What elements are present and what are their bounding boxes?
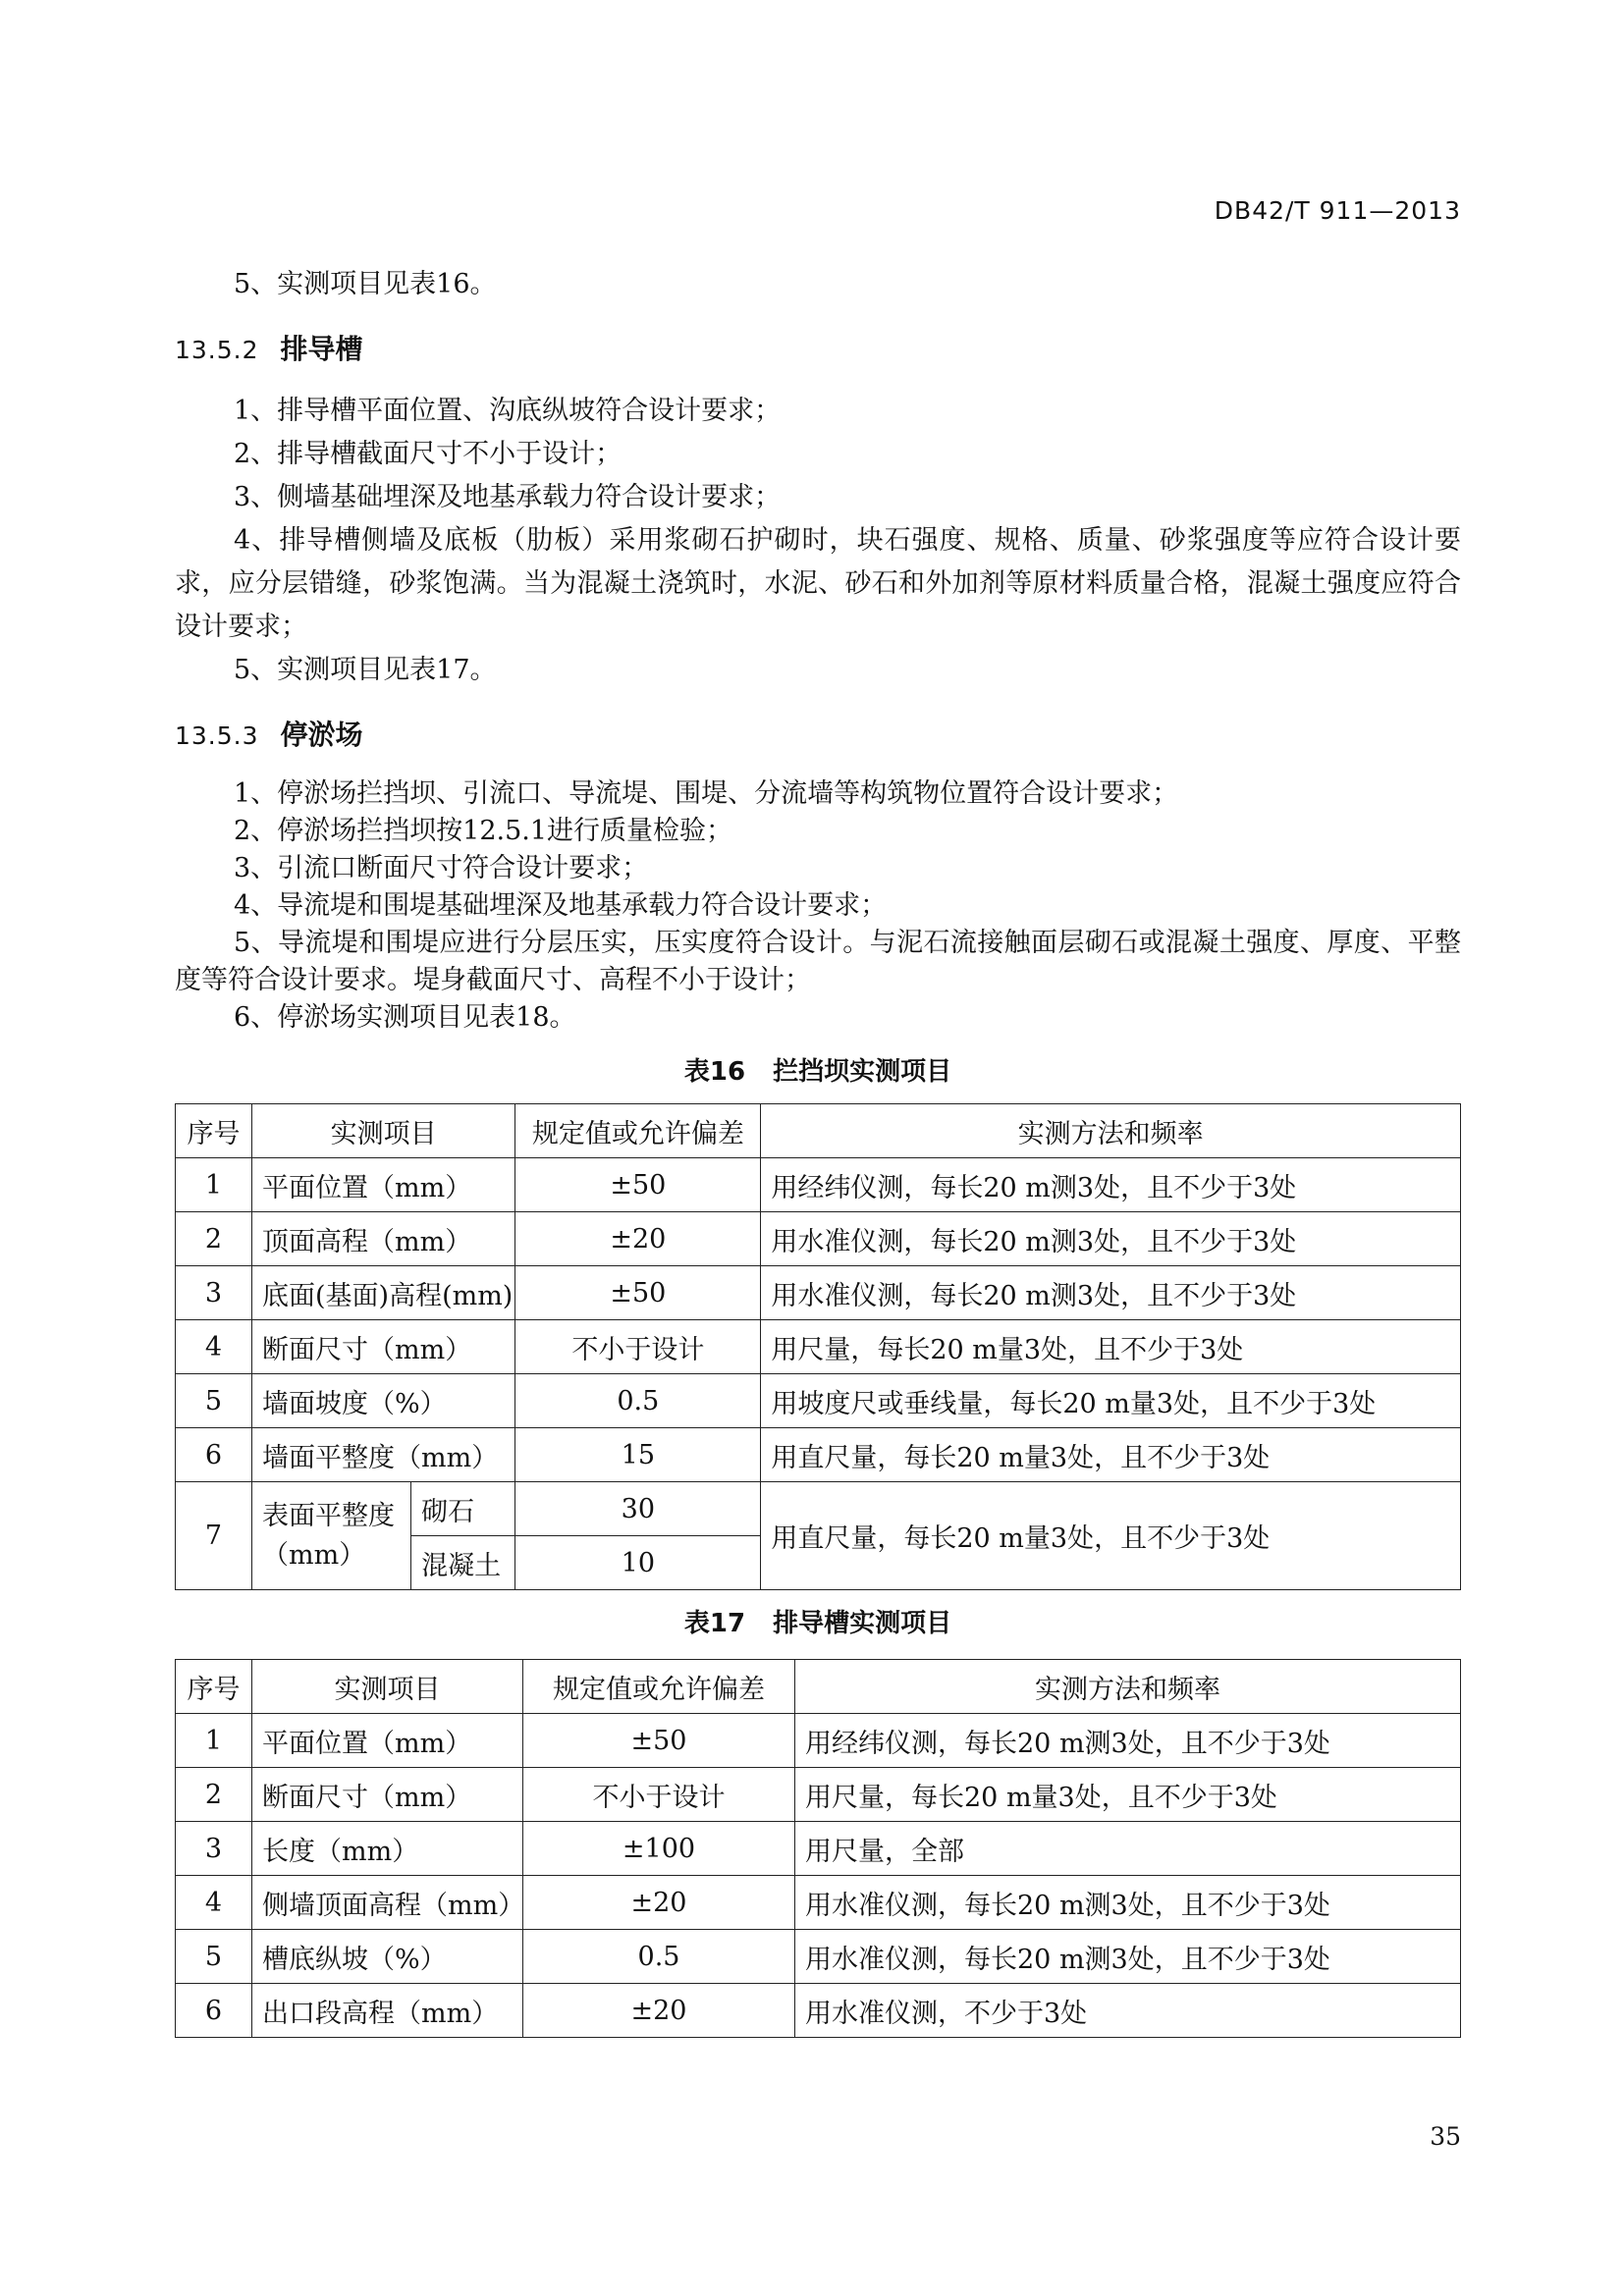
table-cell: 出口段高程（mm） [252,1984,523,2038]
table-row [176,1158,1461,1212]
table16 [175,1103,1461,1590]
table-cell: ±20 [523,1876,795,1930]
table-cell: 用尺量，每长20 m量3处，且不少于3处 [795,1768,1461,1822]
header-cell: 序号 [176,1104,252,1158]
section-item: 5、导流堤和围堤应进行分层压实，压实度符合设计。与泥石流接触面层砌石或混凝土强度、厚度、平整度等符合设计要求。堤身截面尺寸、高程不小于设计； [175,928,1461,995]
table-cell: ±20 [515,1212,761,1266]
section-item: 3、引流口断面尺寸符合设计要求； [234,853,649,883]
table-cell: 0.5 [523,1930,795,1984]
table-cell: ±100 [523,1822,795,1876]
header-cell: 实测方法和频率 [761,1104,1461,1158]
table-row [176,1768,1461,1822]
table-row [176,1266,1461,1320]
table-cell: 混凝土 [411,1536,515,1590]
header-cell: 实测方法和频率 [795,1660,1461,1714]
header-cell: 规定值或允许偏差 [523,1660,795,1714]
table17 [175,1659,1461,2038]
table-row [176,1984,1461,2038]
table-cell: 不小于设计 [515,1320,761,1374]
table-cell: 侧墙顶面高程（mm） [252,1876,523,1930]
table-cell: 用经纬仪测，每长20 m测3处，且不少于3处 [761,1158,1461,1212]
table-cell: 用尺量，全部 [795,1822,1461,1876]
table-cell: ±50 [515,1266,761,1320]
table-cell: 用水准仪测，每长20 m测3处，且不少于3处 [795,1930,1461,1984]
table-row [176,1374,1461,1428]
header-cell: 规定值或允许偏差 [515,1104,761,1158]
table-cell: 7 [176,1482,252,1590]
section-item: 4、排导槽侧墙及底板（肋板）采用浆砌石护砌时，块石强度、规格、质量、砂浆强度等应符合设计要求，应分层错缝，砂浆饱满。当为混凝土浇筑时，水泥、砂石和外加剂等原材料质量合格，混凝土强度应符合设计要求； [175,525,1461,642]
table-cell: 4 [176,1876,252,1930]
table-cell: 长度（mm） [252,1822,523,1876]
table-cell: 墙面平整度（mm） [252,1428,515,1482]
table-row [176,1822,1461,1876]
section-item: 1、排导槽平面位置、沟底纵坡符合设计要求； [234,396,782,426]
table-row [176,1428,1461,1482]
table-cell: 15 [515,1428,761,1482]
table-cell: 用直尺量，每长20 m量3处，且不少于3处 [761,1482,1461,1590]
table-cell: ±20 [523,1984,795,2038]
section-item: 2、排导槽截面尺寸不小于设计； [234,439,623,469]
section-item: 5、实测项目见表17。 [234,655,497,685]
table-cell: 30 [515,1482,761,1536]
table-number: 表16 [683,1057,746,1087]
table-cell: 底面(基面)高程(mm) [252,1266,515,1320]
table-cell: 1 [176,1158,252,1212]
table-cell: 10 [515,1536,761,1590]
table-row [176,1320,1461,1374]
table-header-row [176,1104,1461,1158]
table-cell: 2 [176,1212,252,1266]
table-cell: 用坡度尺或垂线量，每长20 m量3处，且不少于3处 [761,1374,1461,1428]
table-cell: 断面尺寸（mm） [252,1768,523,1822]
section-item: 6、停淤场实测项目见表18。 [234,1002,576,1033]
section-number: 13.5.3 [175,721,259,750]
table-row [176,1930,1461,1984]
section-title: 排导槽 [280,333,363,365]
table-number: 表17 [683,1609,746,1638]
table-title: 排导槽实测项目 [773,1609,952,1638]
table-cell: 用经纬仪测，每长20 m测3处，且不少于3处 [795,1714,1461,1768]
table-cell: 1 [176,1714,252,1768]
page-content [175,263,1461,2038]
table-cell: 平面位置（mm） [252,1714,523,1768]
intro-item: 5、实测项目见表16。 [234,269,497,299]
table17-caption [175,1604,1461,1643]
table-cell: 墙面坡度（%） [252,1374,515,1428]
header-cell: 实测项目 [252,1104,515,1158]
table-cell: 断面尺寸（mm） [252,1320,515,1374]
table-cell: ±50 [523,1714,795,1768]
table-cell: ±50 [515,1158,761,1212]
table-cell: 用水准仪测，每长20 m测3处，且不少于3处 [795,1876,1461,1930]
table-cell: 用水准仪测，每长20 m测3处，且不少于3处 [761,1212,1461,1266]
table-row [176,1714,1461,1768]
table-cell: 3 [176,1266,252,1320]
table-cell: 5 [176,1930,252,1984]
section-item: 3、侧墙基础埋深及地基承载力符合设计要求； [234,482,782,512]
table-cell: 0.5 [515,1374,761,1428]
table-cell: 用水准仪测，每长20 m测3处，且不少于3处 [761,1266,1461,1320]
table-cell: 用水准仪测，不少于3处 [795,1984,1461,2038]
table-cell: 5 [176,1374,252,1428]
table-cell: 6 [176,1428,252,1482]
table-cell: 3 [176,1822,252,1876]
table-row [176,1876,1461,1930]
section-item: 1、停淤场拦挡坝、引流口、导流堤、围堤、分流墙等构筑物位置符合设计要求； [234,778,1179,809]
section-title: 停淤场 [280,719,363,751]
table-cell: 顶面高程（mm） [252,1212,515,1266]
table-header-row [176,1660,1461,1714]
table-row [176,1482,1461,1536]
table-cell: 4 [176,1320,252,1374]
table-cell: 用直尺量，每长20 m量3处，且不少于3处 [761,1428,1461,1482]
table-cell: 平面位置（mm） [252,1158,515,1212]
table16-caption [175,1052,1461,1092]
section-item: 2、停淤场拦挡坝按12.5.1进行质量检验； [234,816,733,846]
table-cell: 6 [176,1984,252,2038]
table-cell: 表面平整度（mm） [252,1482,411,1590]
section-13-5-2-heading [175,328,1461,372]
header-cell: 实测项目 [252,1660,523,1714]
table-row [176,1212,1461,1266]
page-number: 35 [1430,2122,1461,2151]
table-cell: 用尺量，每长20 m量3处，且不少于3处 [761,1320,1461,1374]
table-title: 拦挡坝实测项目 [773,1057,952,1087]
header-cell: 序号 [176,1660,252,1714]
table-cell: 砌石 [411,1482,515,1536]
section-number: 13.5.2 [175,336,259,364]
table-cell: 槽底纵坡（%） [252,1930,523,1984]
table-cell: 不小于设计 [523,1768,795,1822]
document-code: DB42/T 911—2013 [1214,196,1461,225]
section-13-5-3-heading [175,714,1461,758]
table-cell: 2 [176,1768,252,1822]
section-item: 4、导流堤和围堤基础埋深及地基承载力符合设计要求； [234,890,888,921]
